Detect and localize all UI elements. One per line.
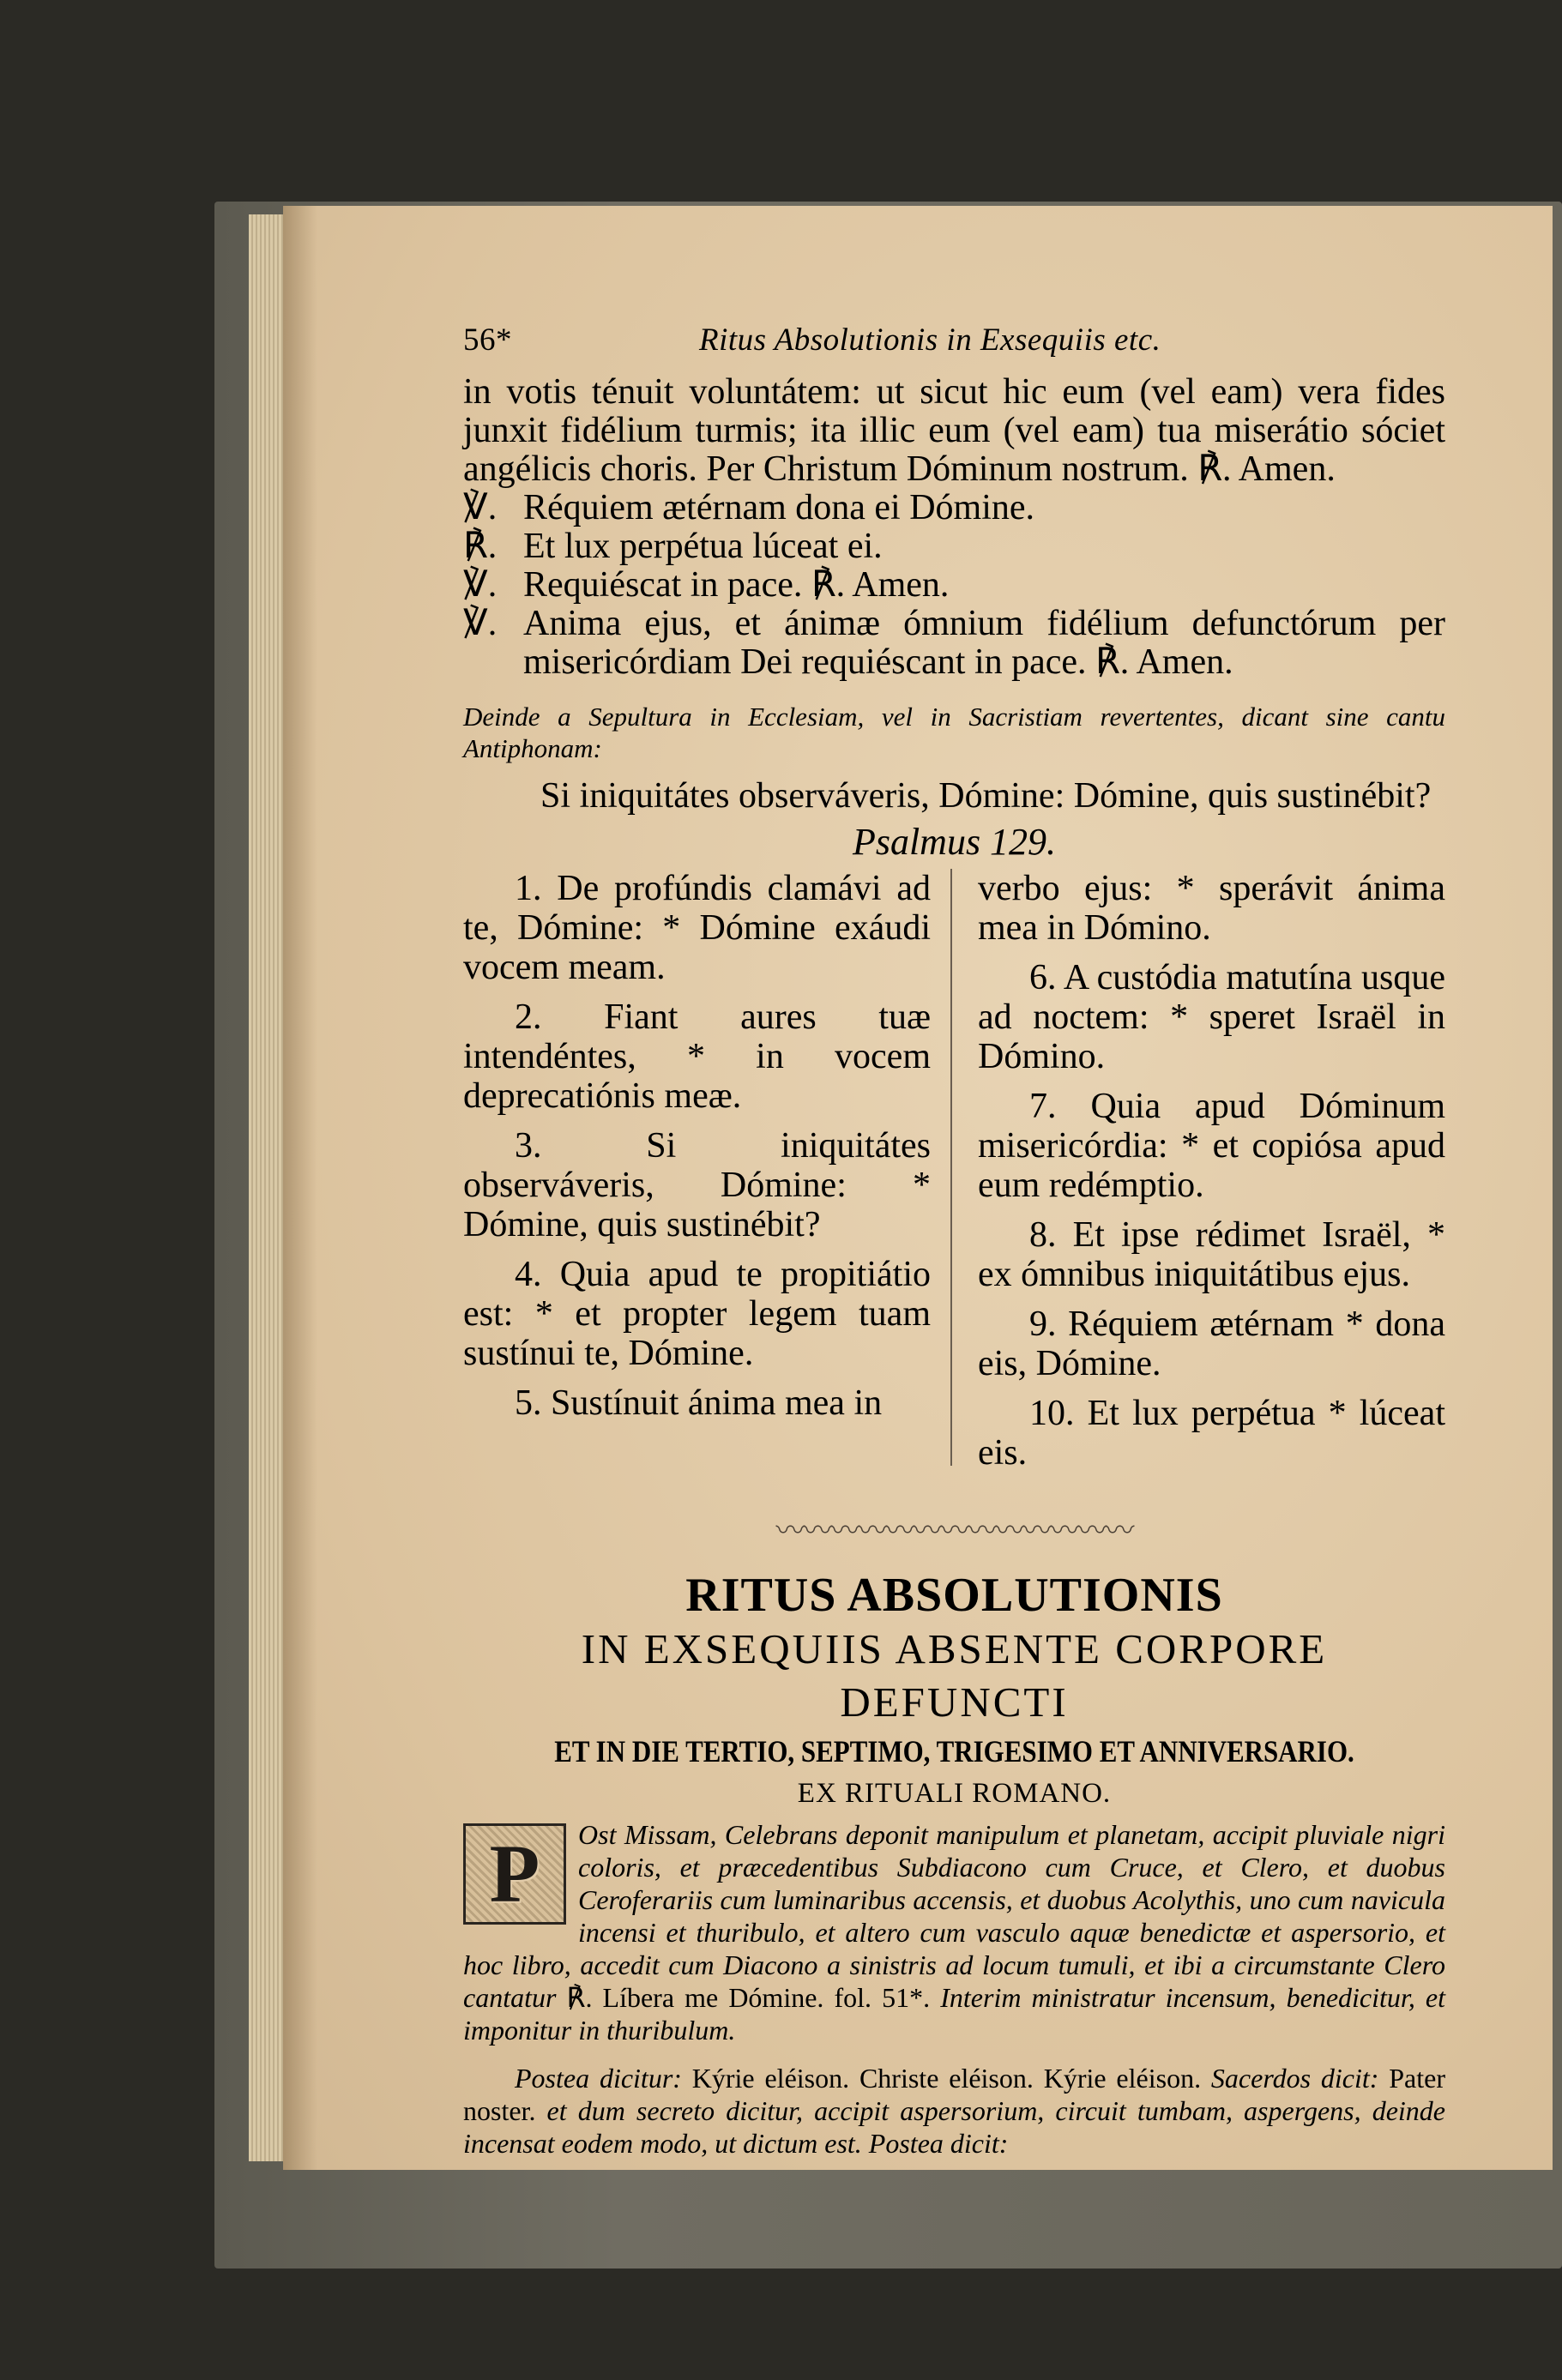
section-title: RITUS ABSOLUTIONIS — [685, 1569, 1223, 1622]
rubric-block: P Ost Missam, Celebrans deponit manipulum et planetam, accipit pluviale nigri coloris, et præcedentibus Subdiacono cum Cruce, et Clero, et duobus Ceroferariis cum luminaribus accensis, et duobus Acolythis, uno cum navicula incensi et thuribulo, et altero cum vasculo aquæ benedictæ et aspersorio, et hoc libro, accedit cum Diacono a sinistris ad locum tumuli, et ibi a circumstante Clero cantatur ℟. Líbera me Dómine. fol. 51*. Interim ministratur incensum, benedicitur, et imponitur in thuribulum. — [463, 1819, 1446, 2046]
ornamental-rule: 〰〰〰〰〰〰〰〰〰〰〰〰〰 — [775, 1515, 1133, 1547]
psalm-verse: 5. Sustínuit ánima mea in — [515, 1383, 883, 1423]
psalm-verse: 6. A custódia matutína usque ad noctem: * speret Israël in Dómino. — [978, 958, 1445, 1076]
versicle-line: ℣. Réquiem ætérnam dona ei Dómine. — [463, 488, 1035, 527]
versicle-line: ℣. Requiéscat in pace. ℟. Amen. — [463, 565, 950, 605]
spine-shadow — [283, 206, 317, 2170]
antiphon: Si iniquitátes observáveris, Dómine: Dómine, quis sustinébit? — [540, 776, 1432, 816]
versicles — [463, 489, 1445, 682]
psalm-verse-continuation: verbo ejus: * sperávit ánima mea in Dómino. — [978, 869, 1445, 948]
section-subtitle-2: ET IN DIE TERTIO, SEPTIMO, TRIGESIMO ET ANNIVERSARIO. — [554, 1734, 1354, 1768]
rubric-antiphon: Deinde a Sepultura in Ecclesiam, vel in Sacristiam revertentes, dicant sine cantu Antiphonam: — [463, 702, 1445, 763]
running-title: Ritus Absolutionis in Exsequiis etc. — [699, 322, 1161, 358]
prayer-text: in votis ténuit voluntátem: ut sicut hic eum (vel eam) vera fides junxit fidélium turmis; ita illic eum (vel eam) tua miserátio sóciet angélicis choris. Per Christum Dóminum nostrum. ℟. Amen. — [463, 372, 1445, 489]
psalm-verse: 7. Quia apud Dóminum misericórdia: * et copiósa apud eum redémptio. — [978, 1087, 1445, 1205]
psalm-left-column — [463, 869, 931, 1483]
psalm-verse: 9. Réquiem ætérnam * dona eis, Dómine. — [978, 1304, 1445, 1383]
psalm-verse: 4. Quia apud te propitiátio est: * et propter legem tuam sustínui te, Dómine. — [463, 1255, 931, 1373]
section-subtitle: IN EXSEQUIIS ABSENTE CORPORE DEFUNCTI — [581, 1625, 1328, 1726]
rubric-kyrie: Postea dicitur: Kýrie eléison. Christe eléison. Kýrie eléison. Sacerdos dicit: Pater noster. et dum secreto dicitur, accipit aspersorium, circuit tumbam, aspergens, deinde incensat eodem modo, ut dictum est. Postea dicit: — [463, 2063, 1445, 2159]
psalm-verse: 10. Et lux perpétua * lúceat eis. — [978, 1394, 1445, 1473]
decorated-initial: P — [463, 1823, 566, 1925]
psalm-verse: 1. De profúndis clamávi ad te, Dómine: * Dómine exáudi vocem meam. — [463, 869, 931, 987]
psalm-verse: 8. Et ipse rédimet Israël, * ex ómnibus iniquitátibus ejus. — [978, 1215, 1445, 1294]
psalm-verse: 3. Si iniquitátes observáveris, Dómine: * Dómine, quis sustinébit? — [463, 1126, 931, 1244]
psalm-verse: 2. Fiant aures tuæ intendéntes, * in vocem deprecatiónis meæ. — [463, 997, 931, 1116]
psalm-right-column — [978, 869, 1445, 1483]
psalm-columns — [463, 869, 1445, 1483]
running-head — [463, 322, 1445, 373]
column-divider — [950, 869, 952, 1466]
page-content — [463, 322, 1445, 2160]
page-number: 56* — [463, 322, 512, 358]
versicle-line: ℟. Et lux perpétua lúceat ei. — [463, 527, 883, 566]
section-source: EX RITUALI ROMANO. — [797, 1778, 1112, 1809]
versicle-line: ℣. Anima ejus, et ánimæ ómnium fidélium defunctórum per misericórdiam Dei requiéscant in pace. ℟. Amen. — [463, 604, 1445, 682]
psalm-title: Psalmus 129. — [852, 821, 1057, 863]
